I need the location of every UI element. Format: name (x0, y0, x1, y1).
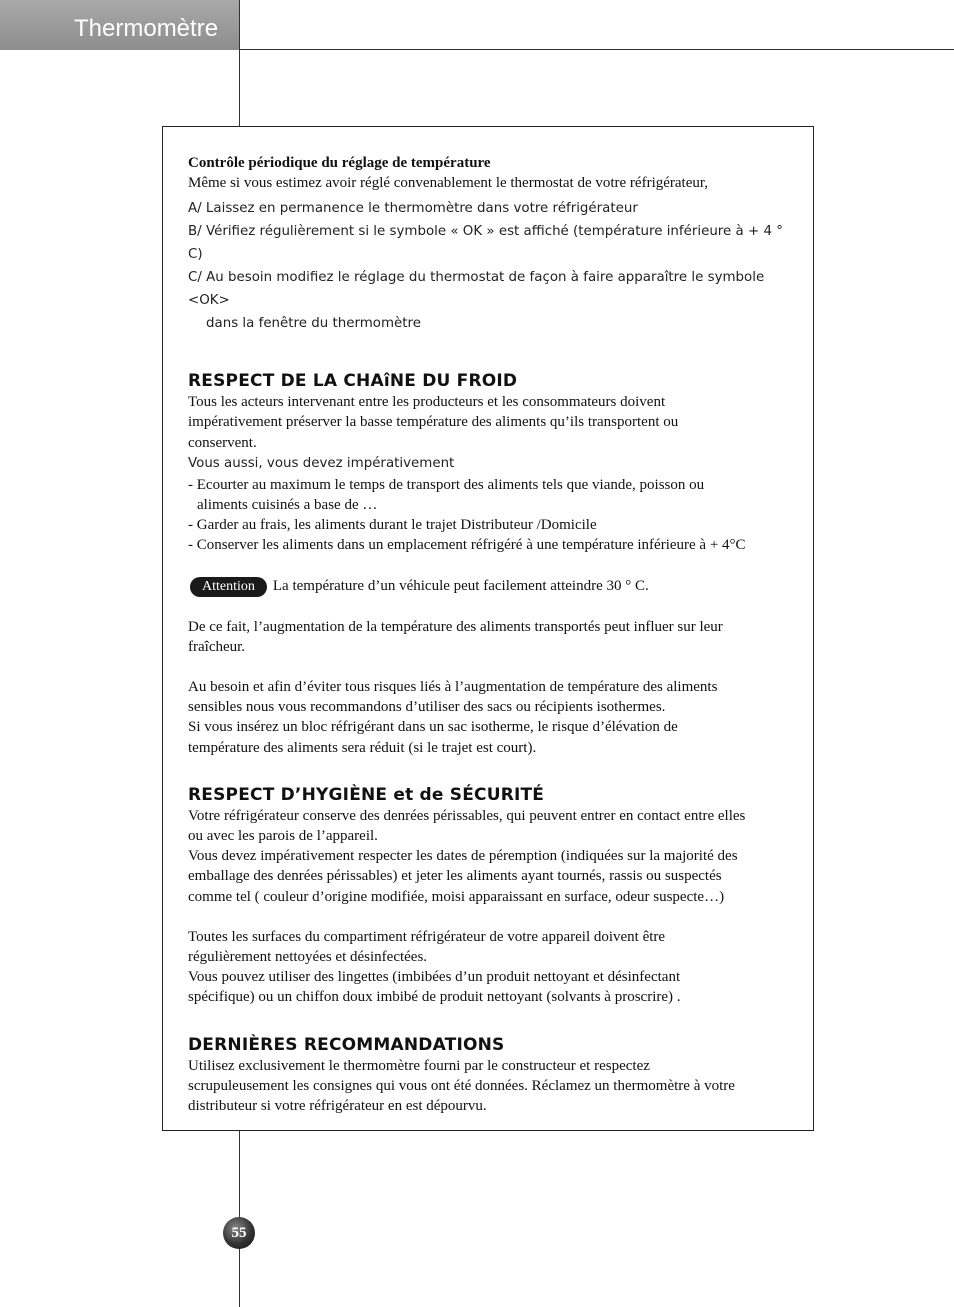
paragraph-line: emballage des denrées périssables) et jeter les aliments ayant tournés, rassis ou suspectés (188, 868, 722, 885)
paragraph-line: De ce fait, l’augmentation de la température des aliments transportés peut influer sur leur (188, 618, 723, 635)
item-c-line1: C/ Au besoin modifiez le réglage du thermostat de façon à faire apparaître le symbole <OK> (188, 270, 765, 309)
paragraph-line: Vous pouvez utiliser des lingettes (imbibées d’un produit nettoyant et désinfectant (188, 969, 681, 986)
paragraph-line: ou avec les parois de l’appareil. (188, 828, 378, 845)
paragraph-line: comme tel ( couleur d’origine modifiée, moisi apparaissant en surface, odeur suspecte…) (188, 888, 725, 905)
paragraph-line: Utilisez exclusivement le thermomètre fourni par le constructeur et respectez (188, 1057, 650, 1074)
paragraph-line: Au besoin et afin d’éviter tous risques liés à l’augmentation de température des aliments (188, 679, 718, 696)
section-froid (188, 370, 793, 758)
paragraph-line: Si vous insérez un bloc réfrigérant dans un sac isotherme, le risque d’élévation de (188, 719, 678, 736)
header-title-tab (0, 0, 240, 50)
page-number-badge (223, 1217, 255, 1249)
item-b: B/ Vérifiez régulièrement si le symbole « OK » est affiché (température inférieure à + 4 ° C) (188, 224, 783, 263)
paragraph-line: spécifique) ou un chiffon doux imbibé de produit nettoyant (solvants à proscrire) . (188, 989, 681, 1006)
paragraph-line: conservent. (188, 434, 257, 451)
item-c-line2: dans la fenêtre du thermomètre (206, 316, 421, 332)
section-dernieres-title: DERNIÈRES RECOMMANDATIONS (188, 1034, 505, 1055)
section-hygiene-title: RESPECT D’HYGIÈNE et de SÉCURITÉ (188, 784, 545, 805)
subheading: Vous aussi, vous devez impérativement (188, 455, 455, 471)
page-number: 55 (231, 1225, 247, 1241)
paragraph-line: Toutes les surfaces du compartiment réfrigérateur de votre appareil doivent être (188, 928, 666, 945)
header-rule (240, 49, 954, 50)
paragraph-line: distributeur si votre réfrigérateur en est dépourvu. (188, 1098, 487, 1115)
attention-badge: Attention (190, 577, 267, 597)
section-controle-title: Contrôle périodique du réglage de température (188, 155, 491, 171)
paragraph-line: Votre réfrigérateur conserve des denrées périssables, qui peuvent entrer en contact entre elles (188, 807, 746, 824)
section-froid-title: RESPECT DE LA CHAîNE DU FROID (188, 371, 518, 392)
section-controle-intro: Même si vous estimez avoir réglé convenablement le thermostat de votre réfrigérateur, (188, 175, 709, 191)
item-a: A/ Laissez en permanence le thermomètre dans votre réfrigérateur (188, 201, 638, 217)
paragraph-line: température des aliments sera réduit (si le trajet est court). (188, 739, 537, 756)
list-item: - Garder au frais, les aliments durant le trajet Distributeur /Domicile (188, 517, 597, 534)
content-box (162, 126, 814, 1131)
margin-rule-top (239, 0, 240, 127)
section-hygiene (188, 784, 793, 1008)
section-dernieres (188, 1034, 793, 1117)
paragraph-line: sensibles nous vous recommandons d’utiliser des sacs ou récipients isothermes. (188, 699, 666, 716)
attention-line (188, 576, 793, 597)
paragraph-line: scrupuleusement les consignes qui vous ont été données. Réclamez un thermomètre à votre (188, 1077, 735, 1094)
header-title: Thermomètre (74, 15, 219, 42)
paragraph-line: Vous devez impérativement respecter les dates de péremption (indiquées sur la majorité des (188, 848, 738, 865)
paragraph-line: régulièrement nettoyées et désinfectées. (188, 949, 428, 966)
section-controle (188, 153, 793, 335)
list-item: - Conserver les aliments dans un emplacement réfrigéré à une température inférieure à + 4°C (188, 537, 746, 554)
paragraph-line: Tous les acteurs intervenant entre les producteurs et les consommateurs doivent (188, 394, 666, 411)
list-item: - Ecourter au maximum le temps de transport des aliments tels que viande, poisson ou (188, 476, 705, 493)
content-body (188, 153, 793, 1116)
paragraph-line: fraîcheur. (188, 638, 246, 655)
attention-text: La température d’un véhicule peut facilement atteindre 30 ° C. (272, 577, 649, 594)
paragraph-line: impérativement préserver la basse température des aliments qu’ils transportent ou (188, 414, 679, 431)
list-item-continued: aliments cuisinés a base de … (197, 497, 378, 514)
